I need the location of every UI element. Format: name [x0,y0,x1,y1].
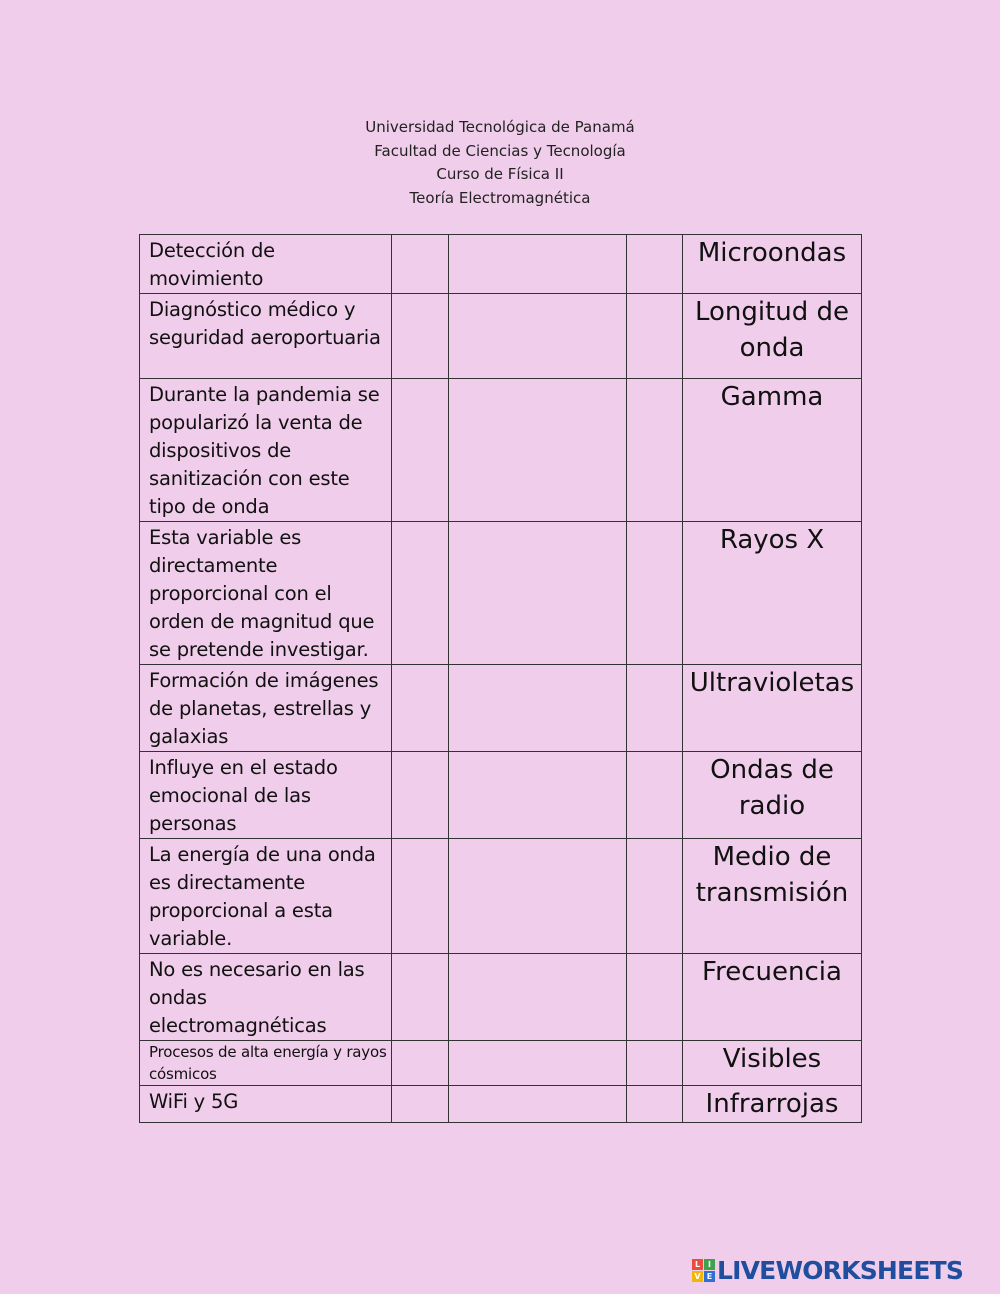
table-row [140,379,862,522]
liveworksheets-logo [692,1254,963,1286]
table-row [140,954,862,1041]
blank-cell[interactable] [392,665,449,752]
matching-table [139,234,862,1123]
drop-zone-cell[interactable] [449,1041,627,1086]
table-row [140,235,862,294]
clue-cell: La energía de una onda es directamente proporcional a esta variable. [140,839,392,954]
blank-cell[interactable] [392,1041,449,1086]
blank-cell[interactable] [627,954,683,1041]
blank-cell[interactable] [392,294,449,379]
drop-zone-cell[interactable] [449,235,627,294]
drop-zone-cell[interactable] [449,954,627,1041]
blank-cell[interactable] [392,954,449,1041]
logo-mark-v: V [692,1271,703,1282]
blank-cell[interactable] [627,1041,683,1086]
blank-cell[interactable] [627,665,683,752]
answer-option[interactable]: Visibles [683,1041,862,1086]
answer-option[interactable]: Ondas de radio [683,752,862,839]
faculty-name: Facultad de Ciencias y Tecnología [374,141,626,160]
logo-text: LIVEWORKSHEETS [717,1255,964,1285]
logo-mark-l: L [692,1259,703,1270]
clue-cell: No es necesario en las ondas electromagnéticas [140,954,392,1041]
clue-cell: Formación de imágenes de planetas, estrellas y galaxias [140,665,392,752]
clue-cell: Esta variable es directamente proporcional con el orden de magnitud que se pretende investigar. [140,522,392,665]
answer-option[interactable]: Rayos X [683,522,862,665]
clue-cell: Diagnóstico médico y seguridad aeroportuaria [140,294,392,379]
blank-cell[interactable] [627,1086,683,1123]
answer-option[interactable]: Infrarrojas [683,1086,862,1123]
blank-cell[interactable] [392,839,449,954]
blank-cell[interactable] [392,752,449,839]
answer-option[interactable]: Ultravioletas [683,665,862,752]
drop-zone-cell[interactable] [449,665,627,752]
university-name: Universidad Tecnológica de Panamá [365,118,635,136]
blank-cell[interactable] [627,752,683,839]
table-row [140,1086,862,1123]
course-name: Curso de Física II [436,165,564,184]
answer-option[interactable]: Microondas [683,235,862,294]
logo-mark-icon [692,1259,715,1282]
blank-cell[interactable] [627,379,683,522]
answer-option[interactable]: Gamma [683,379,862,522]
blank-cell[interactable] [627,839,683,954]
clue-cell: Influye en el estado emocional de las personas [140,752,392,839]
blank-cell[interactable] [627,294,683,379]
drop-zone-cell[interactable] [449,379,627,522]
blank-cell[interactable] [627,522,683,665]
document-header [0,116,1000,211]
blank-cell[interactable] [392,379,449,522]
blank-cell[interactable] [392,235,449,294]
drop-zone-cell[interactable] [449,839,627,954]
blank-cell[interactable] [627,235,683,294]
logo-mark-e: E [704,1271,715,1282]
blank-cell[interactable] [392,1086,449,1123]
drop-zone-cell[interactable] [449,752,627,839]
drop-zone-cell[interactable] [449,1086,627,1123]
blank-cell[interactable] [392,522,449,665]
table-row [140,839,862,954]
drop-zone-cell[interactable] [449,294,627,379]
table-row [140,1041,862,1086]
topic-name: Teoría Electromagnética [409,189,591,208]
clue-cell: Detección de movimiento [140,235,392,294]
answer-option[interactable]: Longitud de onda [683,294,862,379]
clue-cell: Procesos de alta energía y rayos cósmicos [140,1041,392,1086]
table-row [140,665,862,752]
logo-mark-i: I [704,1259,715,1270]
answer-option[interactable]: Medio de transmisión [683,839,862,954]
clue-cell: Durante la pandemia se popularizó la venta de dispositivos de sanitización con este tipo de onda [140,379,392,522]
table-row [140,294,862,379]
table-row [140,752,862,839]
drop-zone-cell[interactable] [449,522,627,665]
clue-cell: WiFi y 5G [140,1086,392,1123]
answer-option[interactable]: Frecuencia [683,954,862,1041]
table-row [140,522,862,665]
